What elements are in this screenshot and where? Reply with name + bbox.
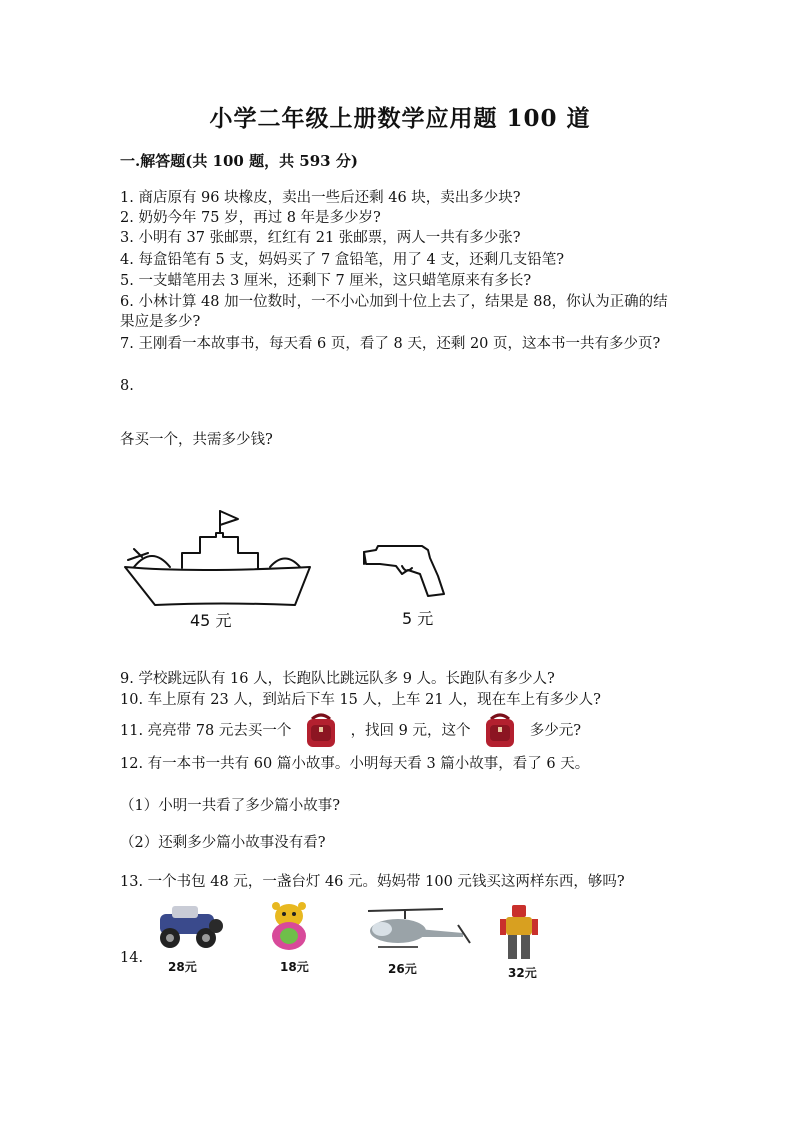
helicopter-price: 26元 xyxy=(388,962,417,976)
question-12-sub-2: （2）还剩多少篇小故事没有看? xyxy=(120,835,326,851)
ship-price: 45 元 xyxy=(190,611,232,630)
car-price: 28元 xyxy=(168,960,197,974)
question-11 xyxy=(120,713,680,749)
question-2: 2. 奶奶今年 75 岁，再过 8 年是多少岁? xyxy=(120,210,381,226)
question-11-part-b: ，找回 9 元，这个 xyxy=(350,723,471,739)
question-7: 7. 王刚看一本故事书，每天看 6 页，看了 8 天，还剩 20 页，这本书一共有多少页? xyxy=(120,336,661,352)
helicopter-icon xyxy=(358,905,473,955)
question-11-part-c: 多少元? xyxy=(529,723,582,739)
question-9: 9. 学校跳远队有 16 人，长跑队比跳远队多 9 人。长跑队有多少人? xyxy=(120,671,555,687)
toy-car-icon xyxy=(150,900,225,952)
question-8-text: 各买一个，共需多少钱? xyxy=(120,432,273,448)
question-13: 13. 一个书包 48 元，一盏台灯 46 元。妈妈带 100 元钱买这两样东西，够吗? xyxy=(120,874,625,890)
gun-price: 5 元 xyxy=(402,609,434,628)
question-1: 1. 商店原有 96 块橡皮，卖出一些后还剩 46 块，卖出多少块? xyxy=(120,190,521,206)
plush-toy-icon xyxy=(262,898,317,954)
question-10: 10. 车上原有 23 人，到站后下车 15 人，上车 21 人，现在车上有多少人? xyxy=(120,692,601,708)
question-6: 6. 小林计算 48 加一位数时，一不小心加到十位上去了，结果是 88，你认为正确的结果应是多少? xyxy=(120,294,668,330)
question-3: 3. 小明有 37 张邮票，红红有 21 张邮票，两人一共有多少张? xyxy=(120,230,521,246)
section-heading: 一.解答题(共 100 题，共 593 分) xyxy=(120,152,358,170)
toy-gun-illustration xyxy=(360,540,455,602)
page-title: 小学二年级上册数学应用题 100 道 xyxy=(209,105,591,132)
ship-illustration xyxy=(120,505,320,610)
question-4: 4. 每盒铅笔有 5 支，妈妈买了 7 盒铅笔，用了 4 支，还剩几支铅笔? xyxy=(120,252,565,268)
schoolbag-icon xyxy=(481,713,519,749)
question-11-part-a: 11. 亮亮带 78 元去买一个 xyxy=(120,723,292,739)
question-8: 8. xyxy=(120,378,134,394)
question-12-sub-1: （1）小明一共看了多少篇小故事? xyxy=(120,798,340,814)
question-14: 14. xyxy=(120,950,144,966)
question-12: 12. 有一本书一共有 60 篇小故事。小明每天看 3 篇小故事，看了 6 天。 xyxy=(120,756,590,772)
robot-price: 32元 xyxy=(508,966,537,980)
schoolbag-icon xyxy=(302,713,340,749)
plush-price: 18元 xyxy=(280,960,309,974)
robot-toy-icon xyxy=(498,903,540,963)
question-5: 5. 一支蜡笔用去 3 厘米，还剩下 7 厘米，这只蜡笔原来有多长? xyxy=(120,273,532,289)
